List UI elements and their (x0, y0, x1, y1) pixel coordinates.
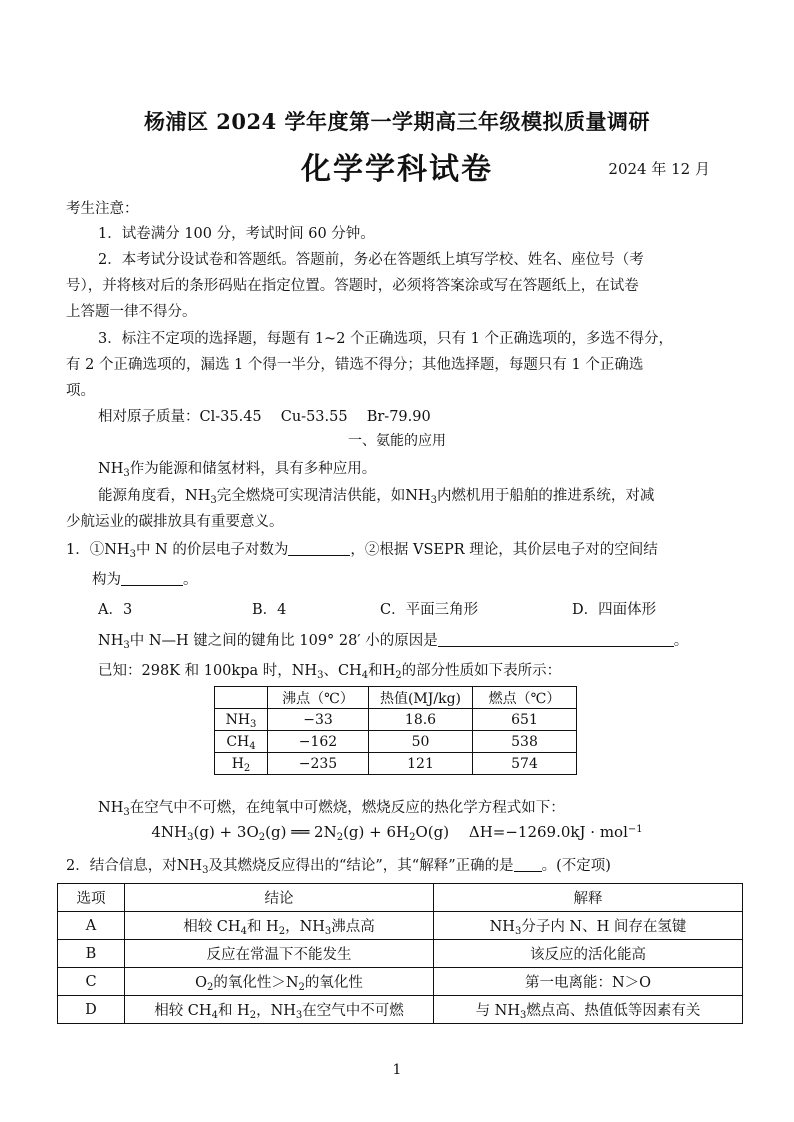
notice-item-3: 有 2 个正确选项的，漏选 1 个得一半分，错选不得分；其他选择题，每题只有 1 个正确选 (66, 357, 644, 373)
table-cell: 50 (369, 731, 473, 753)
answer-options-table (57, 883, 743, 1024)
table-cell: −33 (268, 709, 369, 731)
explanation-cell: 该反应的活化能高 (434, 940, 743, 968)
conclusion-cell: 反应在常温下不能发生 (125, 940, 434, 968)
notice-item-1: 1．试卷满分 100 分，考试时间 60 分钟。 (98, 226, 375, 242)
section-title: 一、氨能的应用 (348, 433, 446, 449)
notice-heading: 考生注意： (66, 201, 139, 217)
answer-blank[interactable] (438, 632, 674, 647)
section-intro: 少航运业的碳排放具有重要意义。 (66, 514, 284, 530)
reaction-statement: $NH_3$在空气中不可燃，在纯氧中可燃烧，燃烧反应的热化学方程式如下： (98, 800, 565, 818)
table-row (215, 709, 577, 731)
option-a[interactable]: A．3 (98, 602, 133, 618)
table-row-label: $CH_4$ (215, 731, 268, 753)
explanation-cell: $NH_3$分子内 N、H 间存在氢键 (434, 912, 743, 940)
table-cell: −235 (268, 753, 369, 775)
question-2: 2．结合信息，对$NH_3$及其燃烧反应得出的“结论”，其“解释”正确的是 。(不定项) (66, 858, 611, 876)
answer-blank[interactable] (514, 857, 542, 872)
table-cell: 18.6 (369, 709, 473, 731)
exam-title: 杨浦区 2024 学年度第一学期高三年级模拟质量调研 (143, 109, 651, 134)
notice-item-2: 上答题一律不得分。 (66, 304, 197, 320)
option-label: D (58, 996, 125, 1024)
properties-table (214, 686, 577, 775)
table-row-label: $H_2$ (215, 753, 268, 775)
table-row[interactable] (58, 968, 743, 996)
notice-item-2: 号），并将核对后的条形码贴在指定位置。答题时，必须将答案涂或写在答题纸上，在试卷 (66, 278, 639, 294)
section-intro: 能源角度看，$NH_3$完全燃烧可实现清洁供能，如$NH_3$内燃机用于船舶的推进系统，对减 (98, 488, 655, 506)
conclusion-cell: 相较 $CH_4$和 $H_2$，$NH_3$沸点高 (125, 912, 434, 940)
table-cell: 574 (473, 753, 577, 775)
table-row-label: $NH_3$ (215, 709, 268, 731)
table-cell: −162 (268, 731, 369, 753)
thermochemical-equation: $4NH_3(g) + 3O_2(g)$ ══ $2N_2(g) + 6H_2O(g)$ ΔH=−1269.0kJ · mol$^{-1}$ (151, 823, 643, 843)
option-c[interactable]: C．平面三角形 (380, 602, 479, 618)
question-1: 构为 。 (92, 572, 198, 588)
known-conditions: 已知：298K 和 100kpa 时，$NH_3$、$CH_4$和$H_2$的部分性质如下表所示： (98, 663, 562, 681)
table-header-cell (215, 687, 268, 709)
atomic-mass: 相对原子质量：Cl-35.45 Cu-53.55 Br-79.90 (98, 409, 431, 425)
table-row[interactable] (58, 940, 743, 968)
table-header-row (215, 687, 577, 709)
table-header-row (58, 884, 743, 912)
explanation-cell: 第一电离能：N＞O (434, 968, 743, 996)
option-label: C (58, 968, 125, 996)
answer-blank[interactable] (121, 571, 183, 586)
notice-item-3: 项。 (66, 383, 95, 399)
table-row (215, 753, 577, 775)
table-cell: 651 (473, 709, 577, 731)
notice-item-3: 3．标注不定项的选择题，每题有 1~2 个正确选项，只有 1 个正确选项的，多选不得分， (98, 331, 673, 347)
explanation-cell: 与 $NH_3$燃点高、热值低等因素有关 (434, 996, 743, 1024)
table-row[interactable] (58, 996, 743, 1024)
table-row[interactable] (58, 912, 743, 940)
section-intro: $NH_3$作为能源和储氢材料，具有多种应用。 (98, 461, 377, 479)
option-b[interactable]: B．4 (252, 602, 287, 618)
answer-blank[interactable] (288, 541, 350, 556)
table-header-cell: 解释 (434, 884, 743, 912)
table-header-cell: 选项 (58, 884, 125, 912)
option-label: A (58, 912, 125, 940)
bond-angle-question: $NH_3$中 N—H 键之间的键角比 109° 28′ 小的原因是 。 (98, 633, 689, 651)
table-cell: 538 (473, 731, 577, 753)
subject-title: 化学学科试卷 (301, 152, 493, 187)
option-d[interactable]: D．四面体形 (572, 602, 657, 618)
exam-date: 2024 年 12 月 (608, 160, 710, 178)
conclusion-cell: $O_2$的氧化性$>N_2$的氧化性 (125, 968, 434, 996)
question-1: 1．$①NH_3$中 N 的价层电子对数为 ，②根据 VSEPR 理论，其价层电子对的空间结 (66, 542, 658, 560)
table-header-cell: 结论 (125, 884, 434, 912)
table-row (215, 731, 577, 753)
option-label: B (58, 940, 125, 968)
table-header-cell: 沸点（℃） (268, 687, 369, 709)
page-number: 1 (392, 1062, 402, 1078)
table-header-cell: 燃点（℃） (473, 687, 577, 709)
conclusion-cell: 相较 $CH_4$和 $H_2$，$NH_3$在空气中不可燃 (125, 996, 434, 1024)
notice-item-2: 2．本考试分设试卷和答题纸。答题前，务必在答题纸上填写学校、姓名、座位号（考 (98, 252, 644, 268)
table-cell: 121 (369, 753, 473, 775)
table-header-cell: 热值(MJ/kg) (369, 687, 473, 709)
